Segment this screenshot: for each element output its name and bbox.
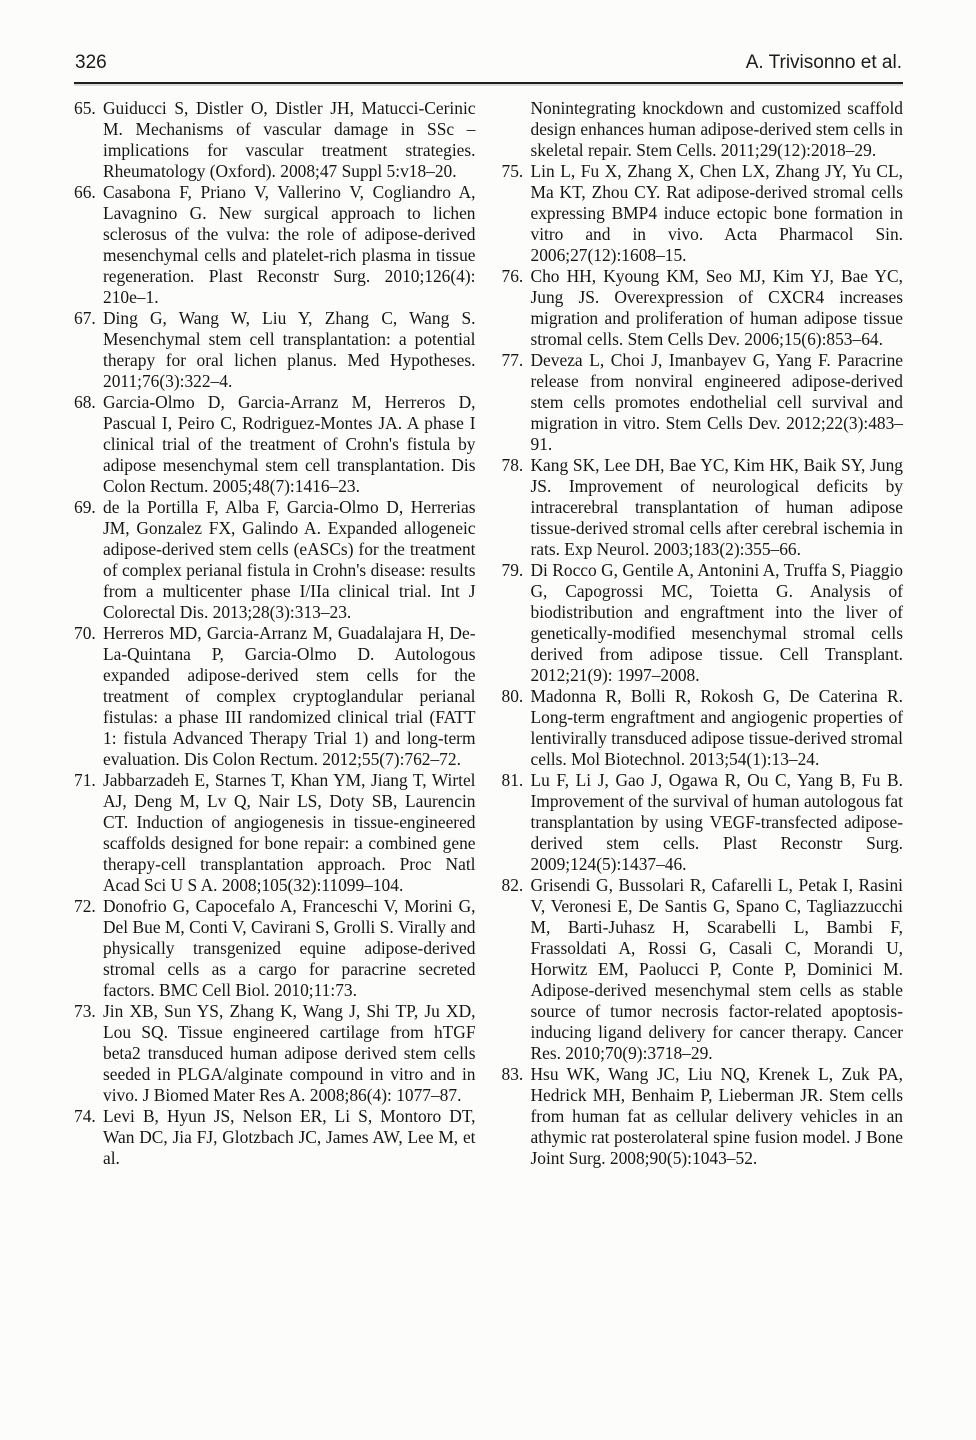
running-head-authors: A. Trivisonno et al. (745, 52, 902, 73)
reference-text: Hsu WK, Wang JC, Liu NQ, Krenek L, Zuk PA, Hedrick MH, Benhaim P, Lieberman JR. Stem cells from human fat as cellular delivery vehicles in an athymic rat posterolateral spine fusion model. J Bone Joint Surg. 2008;90(5):1043–52. (530, 1064, 903, 1168)
reference-text: Cho HH, Kyoung KM, Seo MJ, Kim YJ, Bae YC, Jung JS. Overexpression of CXCR4 increases migration and proliferation of human adipose tissue stromal cells. Stem Cells Dev. 2006;15(6):853–64. (530, 266, 903, 349)
reference-item (74, 182, 476, 308)
reference-item (502, 875, 904, 1064)
reference-text: Ding G, Wang W, Liu Y, Zhang C, Wang S. Mesenchymal stem cell transplantation: a potential therapy for oral lichen planus. Med Hypotheses. 2011;76(3):322–4. (103, 308, 476, 391)
reference-item (502, 560, 904, 686)
reference-column-left (74, 98, 476, 1169)
reference-number: 73. (74, 1001, 96, 1021)
reference-item (74, 1106, 476, 1169)
reference-item (74, 770, 476, 896)
reference-text: Guiducci S, Distler O, Distler JH, Matucci-Cerinic M. Mechanisms of vascular damage in SSc – implications for vascular treatment strategies. Rheumatology (Oxford). 2008;47 Suppl 5:v18–20. (103, 98, 476, 181)
reference-text: Nonintegrating knockdown and customized scaffold design enhances human adipose-derived stem cells in skeletal repair. Stem Cells. 2011;29(12):2018–29. (530, 98, 903, 160)
reference-item (74, 896, 476, 1001)
reference-text: Madonna R, Bolli R, Rokosh G, De Caterina R. Long-term engraftment and angiogenic properties of lentivirally transduced adipose tissue-derived stromal cells. Mol Biotechnol. 2013;54(1):13–24. (530, 686, 903, 769)
reference-text: Deveza L, Choi J, Imanbayev G, Yang F. Paracrine release from nonviral engineered adipose-derived stem cells promotes endothelial cell survival and migration in vitro. Stem Cells Dev. 2012;22(3):483–91. (530, 350, 903, 454)
page-number: 326 (75, 52, 107, 73)
reference-list (74, 98, 903, 1169)
reference-number: 70. (74, 623, 96, 643)
reference-number: 75. (501, 161, 524, 181)
reference-number: 69. (74, 497, 96, 517)
reference-number: 82. (501, 875, 524, 895)
reference-number: 77. (501, 350, 524, 370)
reference-text: Kang SK, Lee DH, Bae YC, Kim HK, Baik SY, Jung JS. Improvement of neurological deficits by intracerebral transplantation of human adipose tissue-derived stromal cells after cerebral ischemia in rats. Exp Neurol. 2003;183(2):355–66. (530, 455, 903, 559)
reference-text: Lin L, Fu X, Zhang X, Chen LX, Zhang JY, Yu CL, Ma KT, Zhou CY. Rat adipose-derived stromal cells expressing BMP4 induce ectopic bone formation in vitro and in vivo. Acta Pharmacol Sin. 2006;27(12):1608–15. (530, 161, 903, 265)
reference-item (502, 266, 904, 350)
reference-text: de la Portilla F, Alba F, Garcia-Olmo D, Herrerias JM, Gonzalez FX, Galindo A. Expanded allogeneic adipose-derived stem cells (eASCs) for the treatment of complex perianal fistula in Crohn's disease: results from a multicenter phase I/IIa clinical trial. Int J Colorectal Dis. 2013;28(3):313–23. (103, 497, 476, 622)
reference-text: Levi B, Hyun JS, Nelson ER, Li S, Montoro DT, Wan DC, Jia FJ, Glotzbach JC, James AW, Lee M, et al. (103, 1106, 476, 1168)
reference-item (502, 350, 904, 455)
running-header (74, 52, 903, 82)
reference-number: 66. (74, 182, 96, 202)
reference-item (502, 770, 904, 875)
reference-number: 71. (74, 770, 96, 790)
reference-text: Jabbarzadeh E, Starnes T, Khan YM, Jiang T, Wirtel AJ, Deng M, Lv Q, Nair LS, Doty SB, Laurencin CT. Induction of angiogenesis in tissue-engineered scaffolds designed for bone repair: a combined gene therapy-cell transplantation approach. Proc Natl Acad Sci U S A. 2008;105(32):11099–104. (103, 770, 476, 895)
reference-number: 78. (501, 455, 524, 475)
reference-item (502, 686, 904, 770)
reference-number: 83. (501, 1064, 524, 1084)
reference-column-right (502, 98, 904, 1169)
reference-item (502, 1064, 904, 1169)
reference-text: Casabona F, Priano V, Vallerino V, Cogliandro A, Lavagnino G. New surgical approach to lichen sclerosus of the vulva: the role of adipose-derived mesenchymal cells and platelet-rich plasma in tissue regeneration. Plast Reconstr Surg. 2010;126(4): 210e–1. (103, 182, 476, 307)
reference-item (74, 1001, 476, 1106)
reference-item (74, 623, 476, 770)
reference-text: Di Rocco G, Gentile A, Antonini A, Truffa S, Piaggio G, Capogrossi MC, Toietta G. Analysis of biodistribution and engraftment into the liver of genetically-modified mesenchymal stromal cells derived from adipose tissue. Cell Transplant. 2012;21(9): 1997–2008. (530, 560, 903, 685)
reference-item (502, 161, 904, 266)
reference-number: 67. (74, 308, 96, 328)
reference-item (74, 308, 476, 392)
reference-item (502, 98, 904, 161)
reference-item (74, 98, 476, 182)
reference-number: 80. (501, 686, 524, 706)
reference-number: 68. (74, 392, 96, 412)
reference-number: 81. (501, 770, 524, 790)
reference-text: Jin XB, Sun YS, Zhang K, Wang J, Shi TP, Ju XD, Lou SQ. Tissue engineered cartilage from hTGF beta2 transduced human adipose derived stem cells seeded in PLGA/alginate compound in vitro and in vivo. J Biomed Mater Res A. 2008;86(4): 1077–87. (103, 1001, 476, 1105)
reference-number: 79. (501, 560, 524, 580)
reference-number: 72. (74, 896, 96, 916)
reference-number: 74. (74, 1106, 96, 1126)
reference-item (502, 455, 904, 560)
header-rule (74, 82, 903, 84)
reference-number: 65. (74, 98, 96, 118)
reference-text: Lu F, Li J, Gao J, Ogawa R, Ou C, Yang B, Fu B. Improvement of the survival of human autologous fat transplantation by using VEGF-transfected adipose-derived stem cells. Plast Reconstr Surg. 2009;124(5):1437–46. (530, 770, 903, 874)
reference-item (74, 392, 476, 497)
reference-text: Grisendi G, Bussolari R, Cafarelli L, Petak I, Rasini V, Veronesi E, De Santis G, Spano C, Tagliazzucchi M, Barti-Juhasz H, Scarabelli L, Bambi F, Frassoldati A, Rossi G, Casali C, Morandi U, Horwitz EM, Paolucci P, Conte P, Dominici M. Adipose-derived mesenchymal stem cells as stable source of tumor necrosis factor-related apoptosis-inducing ligand delivery for cancer therapy. Cancer Res. 2010;70(9):3718–29. (530, 875, 903, 1063)
reference-item (74, 497, 476, 623)
reference-text: Herreros MD, Garcia-Arranz M, Guadalajara H, De-La-Quintana P, Garcia-Olmo D. Autologous expanded adipose-derived stem cells for the treatment of complex cryptoglandular perianal fistulas: a phase III randomized clinical trial (FATT 1: fistula Advanced Therapy Trial 1) and long-term evaluation. Dis Colon Rectum. 2012;55(7):762–72. (103, 623, 476, 769)
reference-number: 76. (501, 266, 524, 286)
reference-text: Donofrio G, Capocefalo A, Franceschi V, Morini G, Del Bue M, Conti V, Cavirani S, Grolli S. Virally and physically transgenized equine adipose-derived stromal cells as a cargo for paracrine secreted factors. BMC Cell Biol. 2010;11:73. (103, 896, 476, 1000)
reference-text: Garcia-Olmo D, Garcia-Arranz M, Herreros D, Pascual I, Peiro C, Rodriguez-Montes JA. A phase I clinical trial of the treatment of Crohn's fistula by adipose mesenchymal stem cell transplantation. Dis Colon Rectum. 2005;48(7):1416–23. (103, 392, 476, 496)
